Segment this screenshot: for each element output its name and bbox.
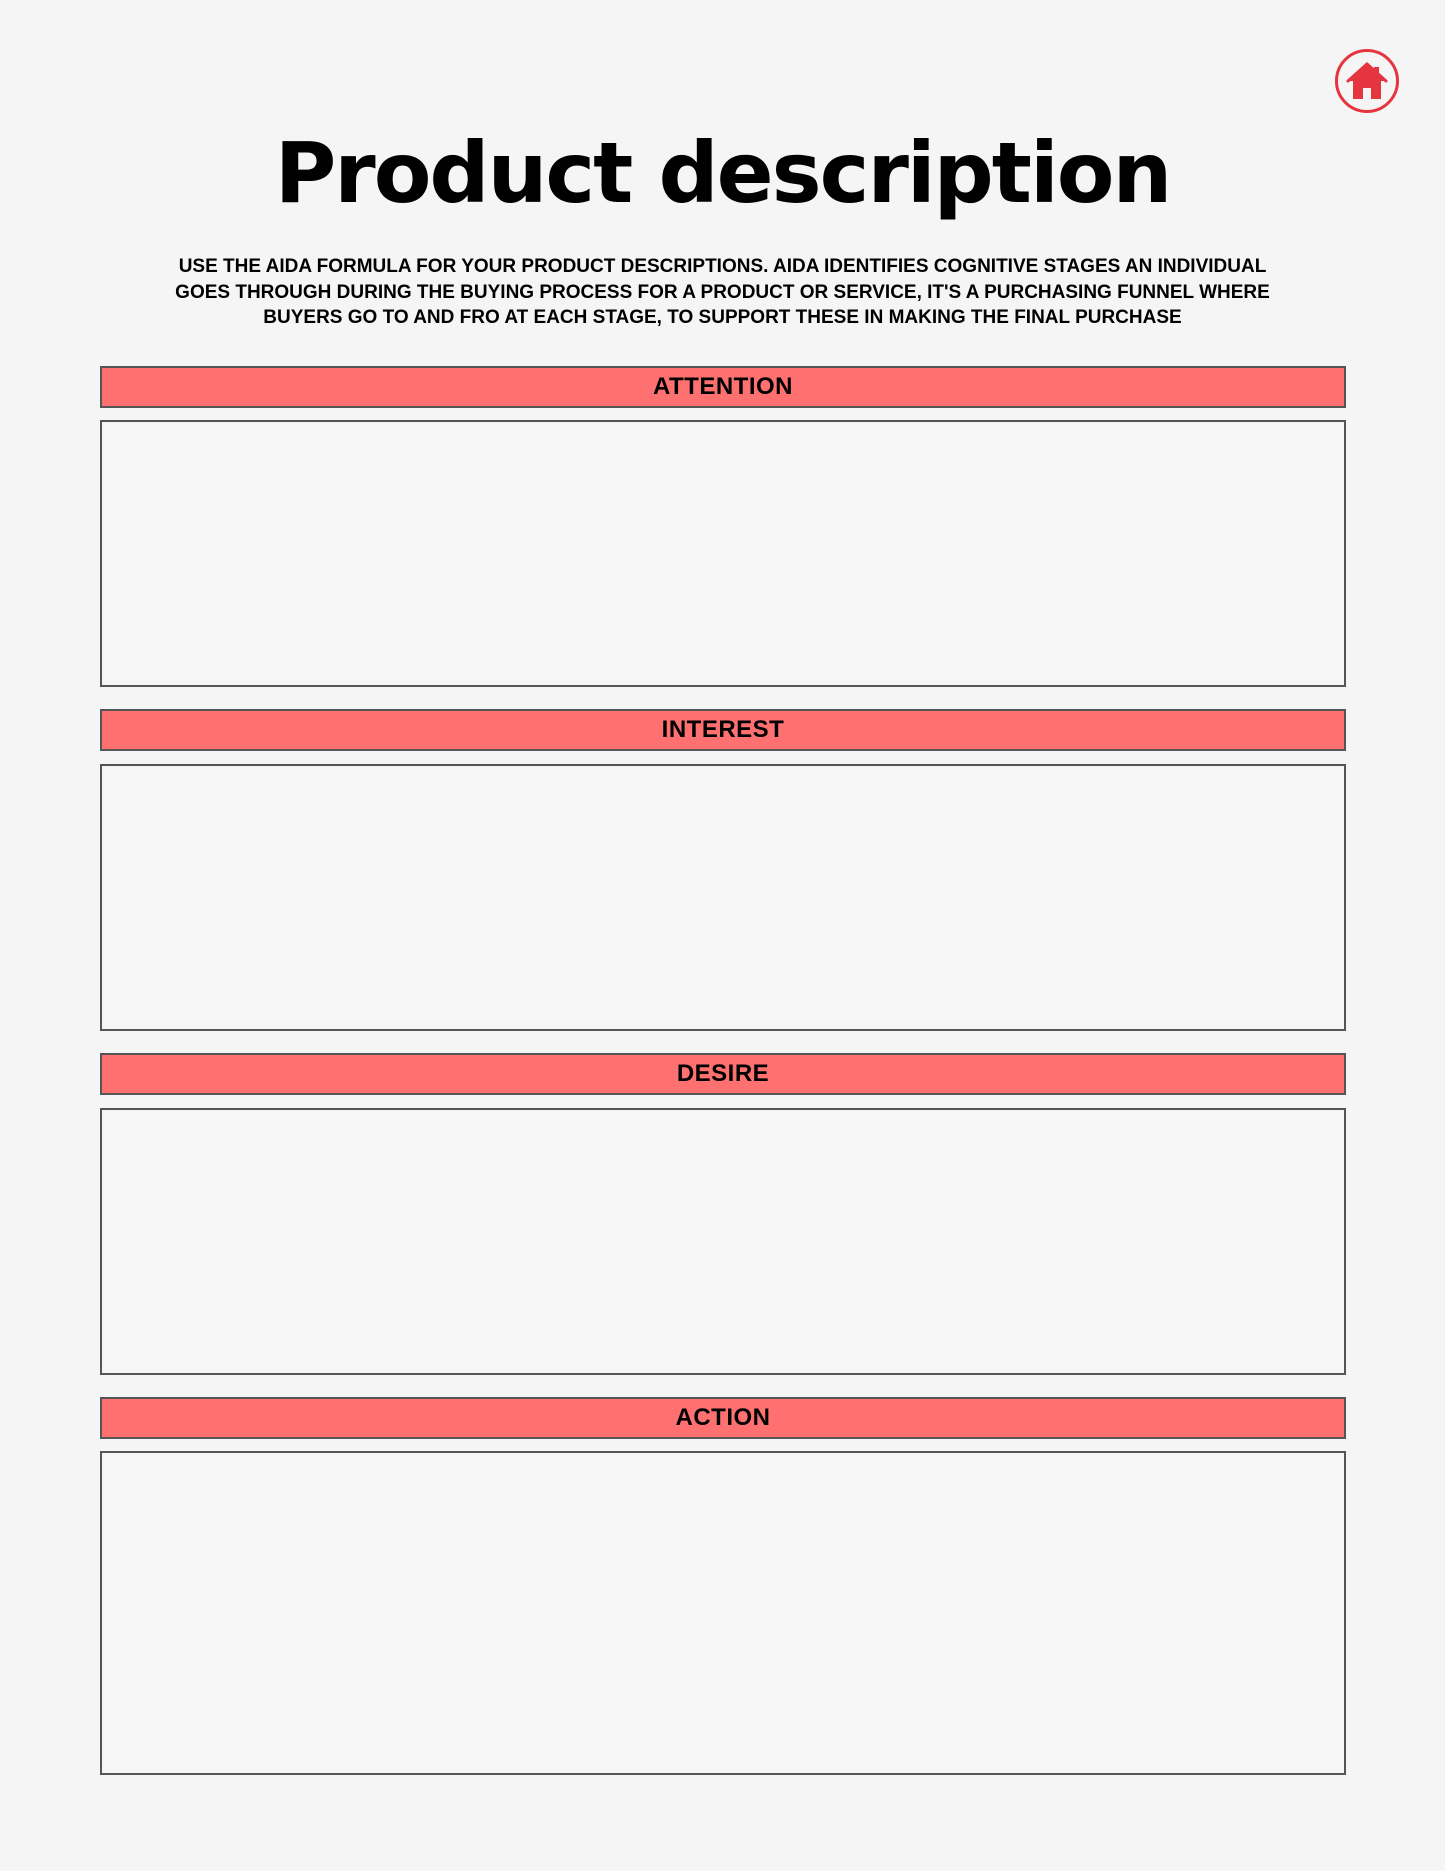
interest-field[interactable]: [100, 764, 1346, 1031]
attention-field[interactable]: [100, 420, 1346, 687]
home-button[interactable]: [1335, 49, 1399, 113]
page-title: Product description: [274, 124, 1171, 222]
section-header-action: ACTION: [100, 1397, 1346, 1439]
section-header-attention: ATTENTION: [100, 366, 1346, 408]
action-field[interactable]: [100, 1451, 1346, 1775]
section-header-desire: DESIRE: [100, 1053, 1346, 1095]
intro-text: USE THE AIDA FORMULA FOR YOUR PRODUCT DESCRIPTIONS. AIDA IDENTIFIES COGNITIVE STAGES AN INDIVIDUAL GOES THROUGH DURING THE BUYING PROCESS FOR A PRODUCT OR SERVICE, IT'S A PURCHASING FUNNEL WHERE BUYERS GO TO AND FRO AT EACH STAGE, TO SUPPORT THESE IN MAKING THE FINAL PURCHASE: [175, 256, 1270, 328]
desire-field[interactable]: [100, 1108, 1346, 1375]
section-header-interest: INTEREST: [100, 709, 1346, 751]
home-icon: [1345, 59, 1389, 103]
